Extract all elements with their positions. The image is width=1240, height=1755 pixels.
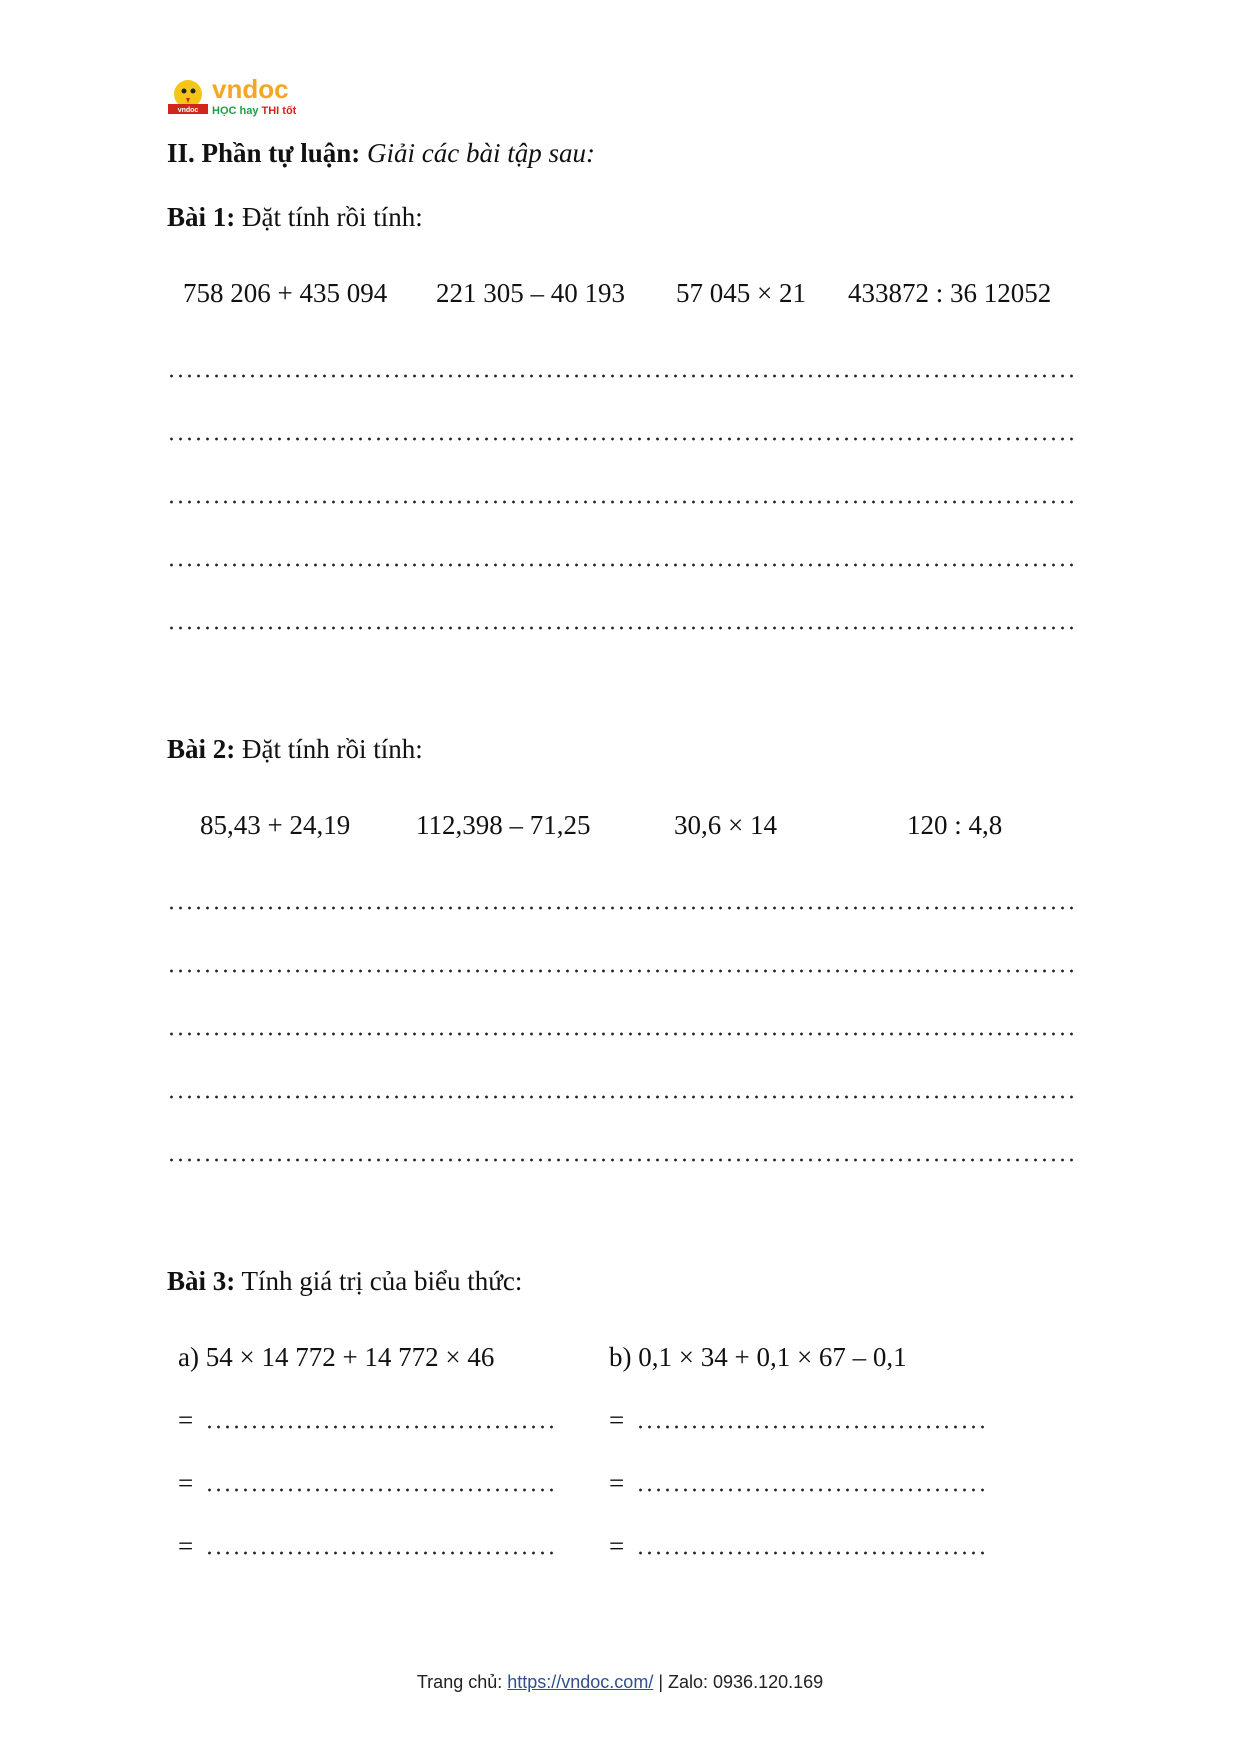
answer-line[interactable] bbox=[167, 1158, 1075, 1162]
bai1-expression: 57 045 × 21 bbox=[676, 278, 806, 308]
svg-text:vndoc: vndoc bbox=[212, 74, 289, 104]
answer-line[interactable] bbox=[167, 969, 1075, 973]
answer-line[interactable] bbox=[636, 1425, 984, 1429]
equals-sign: = bbox=[178, 1468, 194, 1498]
answer-line[interactable] bbox=[167, 1032, 1075, 1036]
bai2-expression: 112,398 – 71,25 bbox=[416, 810, 591, 840]
equals-sign: = bbox=[178, 1531, 194, 1561]
equals-sign: = bbox=[609, 1405, 625, 1435]
answer-line[interactable] bbox=[167, 626, 1075, 630]
svg-text:HỌC hay THI tốt: HỌC hay THI tốt bbox=[212, 105, 297, 117]
bai3-title: Bài 3: Tính giá trị của biểu thức: bbox=[167, 1266, 523, 1296]
svg-text:vndoc: vndoc bbox=[177, 107, 199, 114]
bai1-expression: 758 206 + 435 094 bbox=[183, 278, 388, 308]
answer-line[interactable] bbox=[167, 563, 1075, 567]
section-heading: II. Phần tự luận: Giải các bài tập sau: bbox=[167, 138, 595, 168]
answer-line[interactable] bbox=[167, 437, 1075, 441]
answer-line[interactable] bbox=[636, 1488, 984, 1492]
answer-line[interactable] bbox=[205, 1551, 553, 1555]
footer: Trang chủ: https://vndoc.com/ | Zalo: 0936.120.169 bbox=[416, 1672, 824, 1692]
answer-line[interactable] bbox=[167, 374, 1075, 378]
homepage-link[interactable]: https://vndoc.com/ bbox=[507, 1672, 654, 1692]
answer-line[interactable] bbox=[167, 906, 1075, 910]
bai2-expression: 120 : 4,8 bbox=[907, 810, 1003, 840]
answer-line[interactable] bbox=[205, 1488, 553, 1492]
bai1-title: Bài 1: Đặt tính rồi tính: bbox=[167, 202, 423, 232]
answer-line[interactable] bbox=[205, 1425, 553, 1429]
answer-line[interactable] bbox=[167, 500, 1075, 504]
bai2-expression: 30,6 × 14 bbox=[674, 810, 777, 840]
equals-sign: = bbox=[609, 1531, 625, 1561]
bai3-expression-b: b) 0,1 × 34 + 0,1 × 67 – 0,1 bbox=[609, 1342, 907, 1372]
bai3-expression-a: a) 54 × 14 772 + 14 772 × 46 bbox=[178, 1342, 495, 1372]
bai1-expression: 433872 : 36 12052 bbox=[848, 278, 1052, 308]
vndoc-logo bbox=[166, 72, 316, 122]
bai2-expression: 85,43 + 24,19 bbox=[200, 810, 351, 840]
bai1-expression: 221 305 – 40 193 bbox=[436, 278, 625, 308]
equals-sign: = bbox=[609, 1468, 625, 1498]
answer-line[interactable] bbox=[636, 1551, 984, 1555]
answer-line[interactable] bbox=[167, 1095, 1075, 1099]
bai2-title: Bài 2: Đặt tính rồi tính: bbox=[167, 734, 423, 764]
equals-sign: = bbox=[178, 1405, 194, 1435]
